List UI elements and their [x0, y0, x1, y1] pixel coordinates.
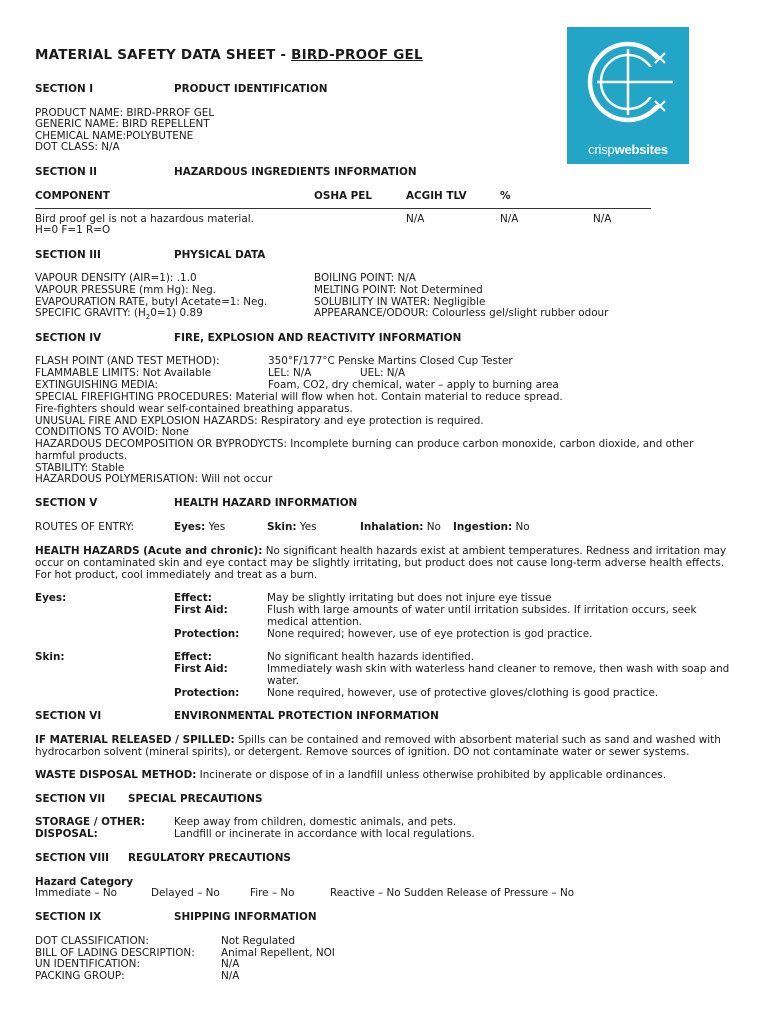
release-spill-line-2: hydrocarbon solvent (mineral spirits), or detergent. Remove sources of ignition. DO not contaminate water or sewer systems.	[35, 746, 690, 758]
un-identification-value: N/A	[221, 958, 240, 970]
appearance-odour: APPEARANCE/ODOUR: Colourless gel/slight rubber odour	[314, 307, 609, 319]
section-7-title: SPECIAL PRECAUTIONS	[128, 793, 263, 805]
packing-group-value: N/A	[221, 970, 240, 982]
boiling-point: BOILING POINT: N/A	[314, 272, 416, 284]
dot-classification-label: DOT CLASSIFICATION:	[35, 935, 149, 947]
hazard-delayed: Delayed – No	[151, 887, 220, 899]
skin-effect-value: No significant health hazards identified.	[267, 651, 475, 663]
eyes-first-aid-label: First Aid:	[174, 604, 228, 616]
waste-disposal: WASTE DISPOSAL METHOD: Incinerate or dispose of in a landfill unless otherwise prohibited by applicable ordinances.	[35, 769, 666, 781]
section-2-title: HAZARDOUS INGREDIENTS INFORMATION	[174, 166, 417, 178]
release-spill-line-1: IF MATERIAL RELEASED / SPILLED: Spills can be contained and removed with absorbent material such as sand and washed with	[35, 734, 721, 746]
component-percent-value: N/A	[593, 213, 612, 225]
storage-value: Keep away from children, domestic animals, and pets.	[174, 816, 457, 828]
packing-group-label: PACKING GROUP:	[35, 970, 125, 982]
hazardous-decomposition: HAZARDOUS DECOMPOSITION OR BYPRODYCTS: Incomplete burning can produce carbon monoxide, carbon dioxide, and other	[35, 438, 694, 450]
dot-classification-value: Not Regulated	[221, 935, 296, 947]
special-firefighting: SPECIAL FIREFIGHTING PROCEDURES: Material will flow when hot. Contain material to reduce spread.	[35, 391, 563, 403]
section-4-number: SECTION IV	[35, 332, 102, 344]
table-divider	[35, 208, 651, 209]
routes-of-entry-label: ROUTES OF ENTRY:	[35, 521, 134, 533]
eyes-protection-value: None required; however, use of eye protection is god practice.	[267, 628, 593, 640]
component-row-text: Bird proof gel is not a hazardous material.	[35, 213, 254, 225]
conditions-to-avoid: CONDITIONS TO AVOID: None	[35, 426, 189, 438]
solubility: SOLUBILITY IN WATER: Negligible	[314, 296, 486, 308]
section-3-title: PHYSICAL DATA	[174, 249, 266, 261]
firefighter-note: Fire-fighters should wear self-contained breathing apparatus.	[35, 403, 353, 415]
health-hazards-line-1: HEALTH HAZARDS (Acute and chronic): No significant health hazards exist at ambient temperatures. Redness and irritation may	[35, 545, 727, 557]
disposal-value: Landfill or incinerate in accordance with local regulations.	[174, 828, 475, 840]
health-hazards-line-2: occur on contaminated skin and eye contact may be slightly irritating, but product does not cause long-term adverse health effects.	[35, 557, 725, 569]
section-8-title: REGULATORY PRECAUTIONS	[128, 852, 291, 864]
bill-of-lading-label: BILL OF LADING DESCRIPTION:	[35, 947, 195, 959]
extinguishing-media-label: EXTINGUISHING MEDIA:	[35, 379, 159, 391]
component-acgih-value: N/A	[500, 213, 519, 225]
hazardous-polymerisation: HAZARDOUS POLYMERISATION: Will not occur	[35, 473, 273, 485]
generic-name: GENERIC NAME: BIRD REPELLENT	[35, 118, 210, 130]
logo-mark-icon	[567, 27, 689, 137]
un-identification-label: UN IDENTIFICATION:	[35, 958, 140, 970]
chemical-name: CHEMICAL NAME:POLYBUTENE	[35, 130, 194, 142]
skin-effect-label: Effect:	[174, 651, 212, 663]
skin-heading: Skin:	[35, 651, 65, 663]
health-hazards-line-3: For hot product, cool immediately and treat as a burn.	[35, 569, 318, 581]
hazard-rating: H=0 F=1 R=O	[35, 224, 111, 236]
section-3-number: SECTION III	[35, 249, 101, 261]
col-component: COMPONENT	[35, 190, 110, 202]
extinguishing-media-value: Foam, CO2, dry chemical, water – apply to burning area	[268, 379, 559, 391]
col-acgih-tlv: ACGIH TLV	[406, 190, 467, 202]
eyes-first-aid-value: Flush with large amounts of water until irritation subsides. If irritation occurs, seek	[267, 604, 697, 616]
hazard-reactive: Reactive – No Sudden Release of Pressure – No	[330, 887, 575, 899]
vapour-density: VAPOUR DENSITY (AIR=1): .1.0	[35, 272, 197, 284]
melting-point: MELTING POINT: Not Determined	[314, 284, 483, 296]
logo-wordmark: crispwebsites	[588, 142, 668, 157]
skin-first-aid-label: First Aid:	[174, 663, 228, 675]
section-6-title: ENVIRONMENTAL PROTECTION INFORMATION	[174, 710, 439, 722]
section-5-number: SECTION V	[35, 497, 98, 509]
hazard-fire: Fire – No	[250, 887, 295, 899]
section-9-number: SECTION IX	[35, 911, 102, 923]
hazard-immediate: Immediate – No	[35, 887, 117, 899]
section-7-number: SECTION VII	[35, 793, 106, 805]
col-percent: %	[500, 190, 511, 202]
route-inhalation: Inhalation: No	[360, 521, 441, 533]
section-5-title: HEALTH HAZARD INFORMATION	[174, 497, 358, 509]
skin-first-aid-value: Immediately wash skin with waterless hand cleaner to remove, then wash with soap and	[267, 663, 730, 675]
skin-first-aid-value-cont: water.	[267, 675, 299, 687]
skin-protection-value: None required, however, use of protective gloves/clothing is good practice.	[267, 687, 659, 699]
unusual-hazards: UNUSUAL FIRE AND EXPLOSION HAZARDS: Respiratory and eye protection is required.	[35, 415, 484, 427]
hazard-category-label: Hazard Category	[35, 876, 134, 888]
lel-value: LEL: N/A	[268, 367, 312, 379]
route-skin: Skin: Yes	[267, 521, 317, 533]
flash-point-label: FLASH POINT (AND TEST METHOD):	[35, 355, 220, 367]
flammable-limits: FLAMMABLE LIMITS: Not Available	[35, 367, 212, 379]
route-ingestion: Ingestion: No	[453, 521, 530, 533]
vapour-pressure: VAPOUR PRESSURE (mm Hg): Neg.	[35, 284, 216, 296]
route-eyes: Eyes: Yes	[174, 521, 226, 533]
flash-point-value: 350°F/177°C Penske Martins Closed Cup Tester	[268, 355, 513, 367]
page-title: MATERIAL SAFETY DATA SHEET - BIRD-PROOF GEL	[35, 47, 423, 63]
disposal-label: DISPOSAL:	[35, 828, 98, 840]
section-8-number: SECTION VIII	[35, 852, 109, 864]
evaporation-rate: EVAPOURATION RATE, butyl Acetate=1: Neg.	[35, 296, 268, 308]
crispwebsites-logo	[567, 27, 689, 164]
dot-class: DOT CLASS: N/A	[35, 141, 120, 153]
skin-protection-label: Protection:	[174, 687, 240, 699]
eyes-first-aid-value-cont: medical attention.	[267, 616, 362, 628]
hazardous-decomposition-cont: harmful products.	[35, 450, 128, 462]
section-6-number: SECTION VI	[35, 710, 102, 722]
product-name: PRODUCT NAME: BIRD-PRROF GEL	[35, 107, 215, 119]
component-osha-value: N/A	[406, 213, 425, 225]
stability: STABILITY: Stable	[35, 462, 125, 474]
section-2-number: SECTION II	[35, 166, 98, 178]
specific-gravity: SPECIFIC GRAVITY: $(H_20=1)$ 0.89	[35, 307, 203, 322]
uel-value: UEL: N/A	[360, 367, 406, 379]
eyes-effect-value: May be slightly irritating but does not injure eye tissue	[267, 592, 552, 604]
bill-of-lading-value: Animal Repellent, NOI	[221, 947, 335, 959]
section-1-title: PRODUCT IDENTIFICATION	[174, 83, 328, 95]
section-4-title: FIRE, EXPLOSION AND REACTIVITY INFORMATION	[174, 332, 462, 344]
eyes-protection-label: Protection:	[174, 628, 240, 640]
eyes-heading: Eyes:	[35, 592, 67, 604]
eyes-effect-label: Effect:	[174, 592, 212, 604]
storage-label: STORAGE / OTHER:	[35, 816, 145, 828]
section-1-number: SECTION I	[35, 83, 94, 95]
section-9-title: SHIPPING INFORMATION	[174, 911, 317, 923]
col-osha-pel: OSHA PEL	[314, 190, 373, 202]
